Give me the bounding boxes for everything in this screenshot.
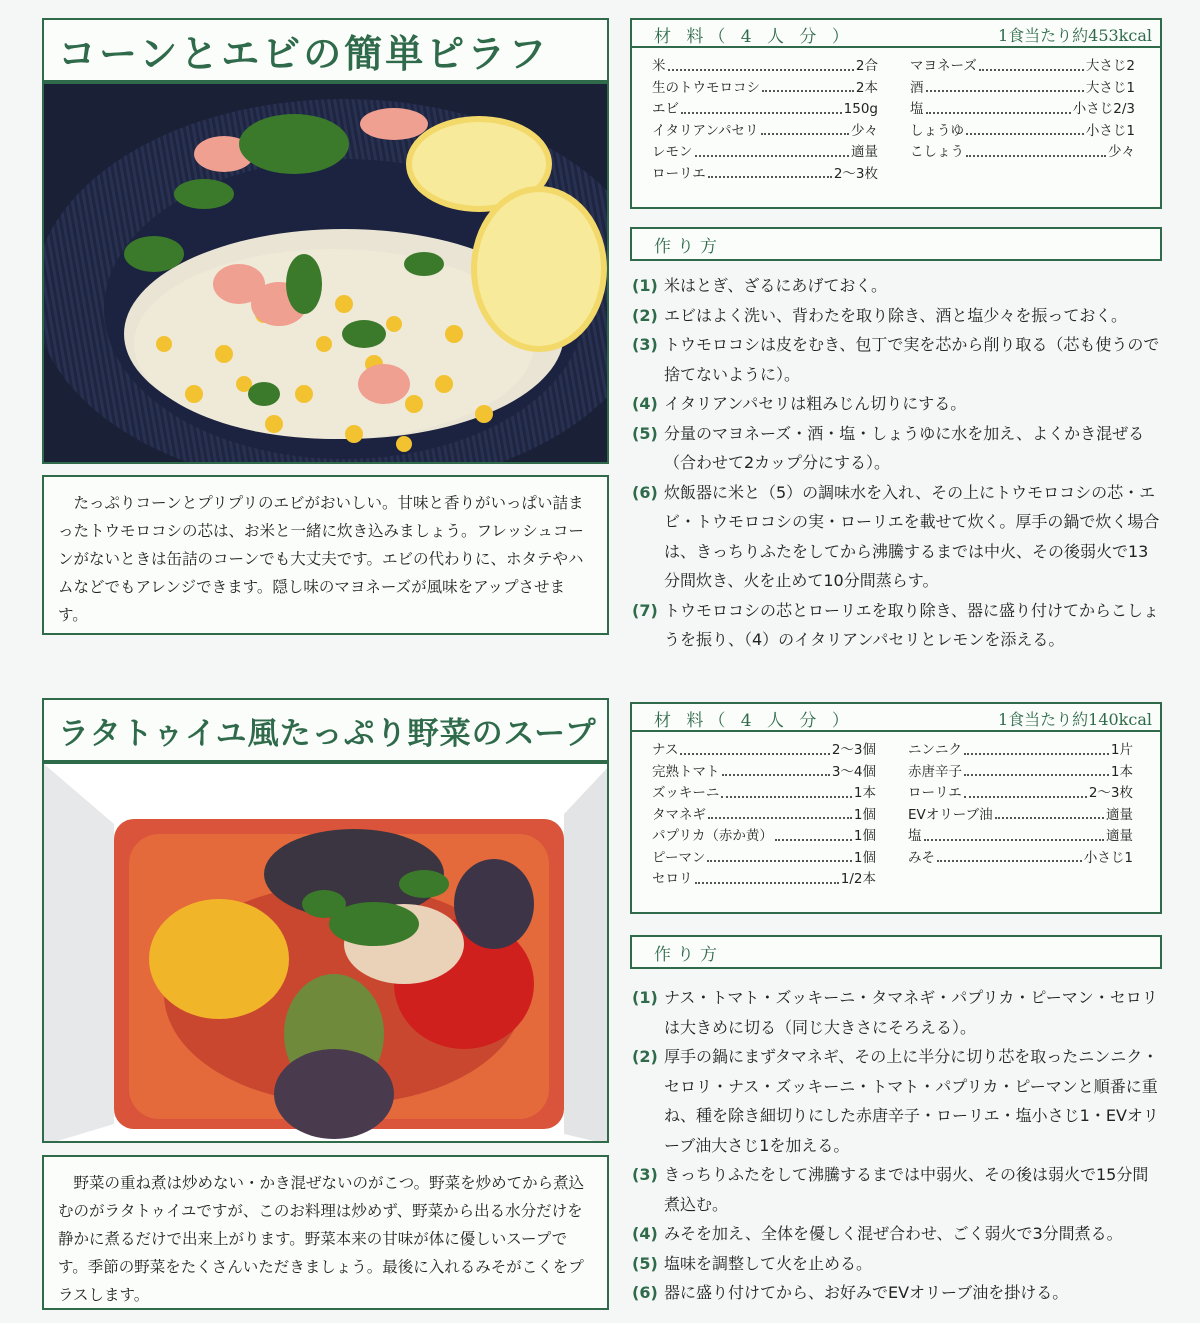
ingredient-item: こしょう 少々 [910, 144, 1135, 160]
recipe1-title-box [42, 18, 609, 82]
recipe1-ingredients-left [652, 56, 878, 185]
ingredient-item: レモン 適量 [652, 144, 878, 160]
recipe2-title: ラタトゥイユ風たっぷり野菜のスープ [58, 715, 597, 752]
step-item: (1) 米はとぎ、ざるにあげておく。 [632, 276, 888, 295]
recipe1-calories: 1食当たり約453kcal [997, 26, 1152, 45]
recipe2-method-header [630, 935, 1162, 969]
recipe2-steps [632, 983, 1164, 1308]
ingredient-item: セロリ 1/2本 [652, 871, 876, 887]
ingredient-item: パプリカ（赤か黄） 1個 [652, 828, 876, 844]
ingredient-item: 酒 大さじ1 [910, 79, 1135, 96]
ingredient-item: みそ 小さじ1 [908, 849, 1133, 866]
recipe1-description-box [42, 475, 609, 635]
ingredient-item: EVオリーブ油 適量 [908, 806, 1133, 823]
recipe1-title: コーンとエビの簡単ピラフ [58, 30, 550, 76]
ingredient-item: 塩 適量 [908, 828, 1133, 844]
recipe2-ingredients-label: 材 料（ 4 人 分 ） [654, 711, 854, 731]
recipe2-calories: 1食当たり約140kcal [997, 710, 1152, 729]
step-item: (5) 分量のマヨネーズ・酒・塩・しょうゆに水を加え、よくかき混ぜる（合わせて2カップ分にする）。 [632, 423, 1145, 472]
ingredient-item: ナス 2〜3個 [652, 742, 876, 758]
ingredient-item: タマネギ 1個 [652, 806, 876, 823]
pilaf-photo-image [44, 84, 609, 464]
recipe1-method-header [630, 227, 1162, 261]
recipe2-photo [42, 762, 609, 1143]
step-item: (3) トウモロコシは皮をむき、包丁で実を芯から削り取る（芯も使うので捨てないように）。 [632, 335, 1160, 384]
recipe2-ingredients-header [632, 704, 1160, 732]
recipe2-description-box [42, 1155, 609, 1310]
ingredient-item: 塩 小さじ2/3 [910, 101, 1135, 117]
recipe1-steps [632, 271, 1164, 655]
recipe2-ingredients-left [652, 740, 876, 891]
soup-photo-image [44, 764, 609, 1143]
ingredient-item: 米 2合 [652, 58, 878, 74]
step-item: (4) イタリアンパセリは粗みじん切りにする。 [632, 394, 967, 413]
ingredient-item: ローリエ 2〜3枚 [908, 785, 1133, 801]
recipe1-photo [42, 82, 609, 464]
recipe2-description: 野菜の重ね煮は炒めない・かき混ぜないのがこつ。野菜を炒めてから煮込むのがラタトゥイユですが、このお料理は炒めず、野菜から出る水分だけを静かに煮るだけで出来上がります。野菜本来の甘味が体に優しいスープです。季節の野菜をたくさんいただきましょう。最後に入れるみそがこくをプラスします。 [58, 1174, 585, 1304]
recipe1-ingredients-box [630, 18, 1162, 209]
step-item: (1) ナス・トマト・ズッキーニ・タマネギ・パプリカ・ピーマン・セロリは大きめに切る（同じ大きさにそろえる）。 [632, 988, 1158, 1037]
ingredient-item: 生のトウモロコシ 2本 [652, 79, 878, 96]
ingredient-item: しょうゆ 小さじ1 [910, 122, 1135, 139]
step-item: (2) エビはよく洗い、背わたを取り除き、酒と塩少々を振っておく。 [632, 305, 1128, 325]
step-item: (7) トウモロコシの芯とローリエを取り除き、器に盛り付けてからこしょうを振り、（4）のイタリアンパセリとレモンを添える。 [632, 600, 1160, 649]
recipe1-ingredients-header [632, 20, 1160, 48]
recipe1-description: たっぷりコーンとプリプリのエビがおいしい。甘味と香りがいっぱい詰まったトウモロコシの芯は、お米と一緒に炊き込みましょう。フレッシュコーンがないときは缶詰のコーンでも大丈夫です。エビの代わりに、ホタテやハムなどでもアレンジできます。隠し味のマヨネーズが風味をアップさせます。 [58, 494, 584, 624]
ingredient-item: ニンニク 1片 [908, 742, 1133, 758]
step-item: (6) 器に盛り付けてから、お好みでEVオリーブ油を掛ける。 [632, 1283, 1069, 1302]
ingredient-item: ズッキーニ 1本 [652, 785, 876, 801]
ingredient-item: イタリアンパセリ 少々 [652, 122, 878, 139]
ingredient-item: マヨネーズ 大さじ2 [910, 58, 1135, 74]
recipe2-ingredients-right [908, 740, 1133, 869]
step-item: (6) 炊飯器に米と（5）の調味水を入れ、その上にトウモロコシの芯・エビ・トウモロコシの実・ローリエを載せて炊く。厚手の鍋で炊く場合は、きっちりふたをしてから沸騰するまでは中火、その後弱火で13分間炊き、火を止めて10分間蒸らす。 [632, 482, 1160, 590]
step-item: (4) みそを加え、全体を優しく混ぜ合わせ、ごく弱火で3分間煮る。 [632, 1224, 1123, 1243]
recipe1-method-label: 作り方 [654, 237, 723, 257]
recipe1-ingredients-right [910, 56, 1135, 164]
recipe2-method-label: 作り方 [654, 945, 723, 965]
recipe2-title-box [42, 698, 609, 762]
recipe1-ingredients-label: 材 料（ 4 人 分 ） [654, 27, 854, 47]
step-item: (3) きっちりふたをして沸騰するまでは中弱火、その後は弱火で15分間煮込む。 [632, 1165, 1149, 1214]
ingredient-item: 完熟トマト 3〜4個 [652, 763, 876, 780]
step-item: (2) 厚手の鍋にまずタマネギ、その上に半分に切り芯を取ったニンニク・セロリ・ナス・ズッキーニ・トマト・パプリカ・ピーマンと順番に重ね、種を除き細切りにした赤唐辛子・ローリエ・塩小さじ1・EVオリーブ油大さじ1を加える。 [632, 1047, 1159, 1155]
recipe2-ingredients-box [630, 702, 1162, 914]
step-item: (5) 塩味を調整して火を止める。 [632, 1253, 873, 1273]
ingredient-item: ローリエ 2〜3枚 [652, 165, 878, 182]
ingredient-item: 赤唐辛子 1本 [908, 763, 1133, 780]
ingredient-item: エビ 150g [652, 101, 878, 117]
ingredient-item: ピーマン 1個 [652, 849, 876, 866]
